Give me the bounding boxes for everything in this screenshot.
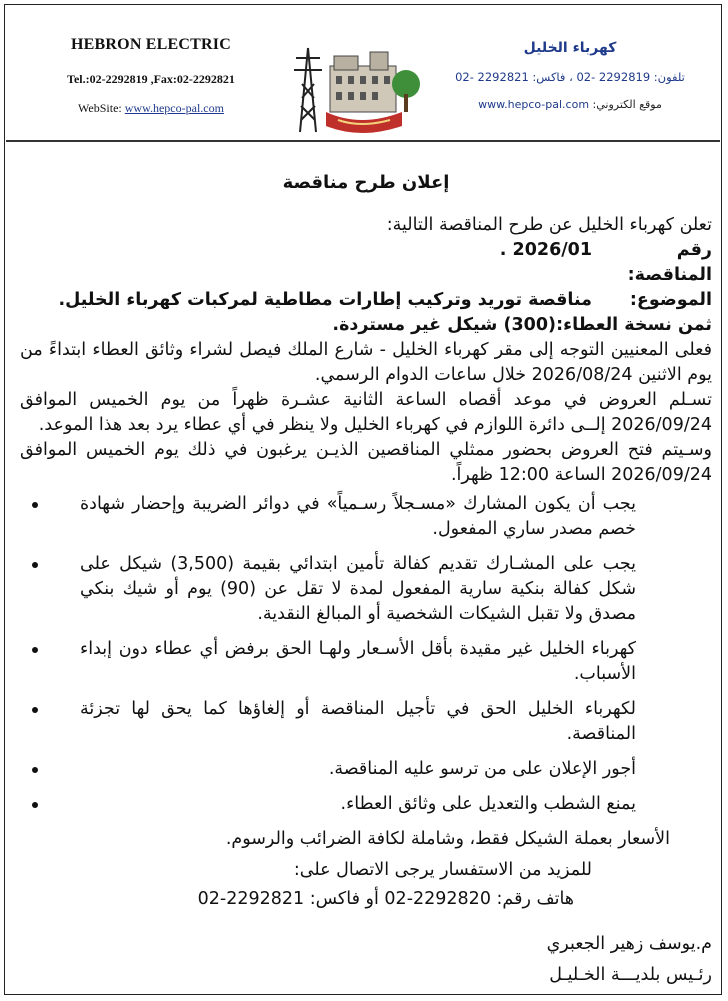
list-item bbox=[20, 637, 712, 687]
opening-paragraph: وسـيتم فتح العروض بحضور ممثلي المناقصين الذيـن يرغبون في ذلك يوم الخميس الموافق 2026/09/24 الساعة 12:00 ظهراً. bbox=[20, 440, 712, 485]
contact-intro: للمزيد من الاستفسار يرجى الاتصال على: bbox=[293, 860, 592, 880]
subject-value: مناقصة توريد وتركيب إطارات مطاطية لمركبات كهرباء الخليل. bbox=[58, 290, 592, 310]
tender-number-value: 2026/01 . bbox=[499, 240, 592, 260]
bullet-icon bbox=[32, 707, 38, 713]
website-link-ar[interactable]: www.hepco-pal.com bbox=[478, 98, 590, 111]
website-label-en: WebSite: bbox=[78, 101, 125, 115]
bullet-icon bbox=[32, 767, 38, 773]
list-item bbox=[20, 757, 712, 782]
price-label: ثمن نسخة العطاء: bbox=[556, 315, 712, 335]
list-item-text: يمنع الشطب والتعديل على وثائق العطاء. bbox=[340, 794, 636, 814]
bullet-icon bbox=[32, 647, 38, 653]
bullet-icon bbox=[32, 802, 38, 808]
subject-row bbox=[20, 288, 712, 313]
list-item bbox=[20, 552, 712, 627]
contact-en: Tel.:02-2292819 ,Fax:02-2292821 bbox=[67, 72, 235, 86]
tender-announcement bbox=[20, 170, 712, 988]
company-name-ar: كهرباء الخليل bbox=[523, 40, 617, 56]
list-item bbox=[20, 492, 712, 542]
submission-paragraph: تسـلم العروض في موعد أقصاه الساعة الثانية عشـرة ظهراً من يوم الخميس الموافق 2026/09/24 إلــى دائرة اللوازم في كهرباء الخليل ولا ينظر في أي عطاء يرد بعد هذا الموعد. bbox=[20, 390, 712, 435]
price-row bbox=[20, 313, 712, 338]
list-item-text: لكهرباء الخليل الحق في تأجيل المناقصة أو إلغاؤها كما يحق لها تجزئة المناقصة. bbox=[80, 699, 636, 744]
website-link-en[interactable]: www.hepco-pal.com bbox=[124, 101, 224, 115]
letterhead-arabic bbox=[440, 40, 700, 111]
tender-number-row bbox=[20, 238, 712, 288]
letterhead-english bbox=[36, 36, 266, 116]
hebron-electric-logo-icon bbox=[286, 36, 426, 136]
announcement-title: إعلان طرح مناقصة bbox=[282, 172, 450, 193]
list-item bbox=[20, 792, 712, 817]
list-item-text: يجب أن يكون المشارك «مسـجلاً رسـمياً» في دوائر الضريبة وإحضار شهادة خصم مصدر ساري المفعول. bbox=[80, 494, 636, 539]
tender-number-label: رقم المناقصة: bbox=[627, 240, 712, 285]
website-en bbox=[36, 101, 266, 116]
signatory-name: م.يوسف زهير الجعبري bbox=[546, 934, 712, 954]
contact-ar: تلفون: 2292819 -02 ، فاكس: 2292821 -02 bbox=[455, 70, 685, 84]
intro-text: تعلن كهرباء الخليل عن طرح المناقصة التالية: bbox=[386, 215, 712, 235]
purchase-paragraph: فعلى المعنيين التوجه إلى مقر كهرباء الخليل - شارع الملك فيصل لشراء وثائق العطاء ابتداءً من يوم الاثنين 2026/08/24 خلال ساعات الدوام الرسمي. bbox=[20, 340, 712, 385]
conditions-list bbox=[20, 492, 712, 817]
subject-label: الموضوع: bbox=[629, 290, 712, 310]
bullet-icon bbox=[32, 562, 38, 568]
company-name-en: HEBRON ELECTRIC bbox=[71, 36, 231, 53]
list-item-text: يجب على المشـارك تقديم كفالة تأمين ابتدائي بقيمة (3,500) شيكل على شكل كفالة بنكية سارية المفعول لمدة لا تقل عن (90) يوم أو شيك بنكي مصدق ولا تقبل الشيكات الشخصية أو المبالغ النقدية. bbox=[80, 554, 636, 624]
list-item bbox=[20, 697, 712, 747]
price-value: (300) شيكل غير مستردة. bbox=[332, 315, 556, 335]
list-item-text: أجور الإعلان على من ترسو عليه المناقصة. bbox=[328, 759, 636, 779]
contact-phones: هاتف رقم: 2292820-02 أو فاكس: 2292821-02 bbox=[197, 889, 574, 909]
list-item-text: كهرباء الخليل غير مقيدة بأقل الأسـعار ولهـا الحق برفض أي عطاء دون إبداء الأسباب. bbox=[80, 639, 636, 684]
bullet-icon bbox=[32, 502, 38, 508]
signatory-title: رئـيس بلديـــة الخـليـل bbox=[549, 965, 712, 985]
website-label-ar: موقع الكتروني: bbox=[589, 98, 662, 111]
letterhead bbox=[6, 6, 720, 136]
prices-note: الأسعار بعملة الشيكل فقط، وشاملة لكافة الضرائب والرسوم. bbox=[225, 829, 670, 849]
header-divider bbox=[6, 140, 720, 142]
website-ar bbox=[440, 98, 700, 111]
